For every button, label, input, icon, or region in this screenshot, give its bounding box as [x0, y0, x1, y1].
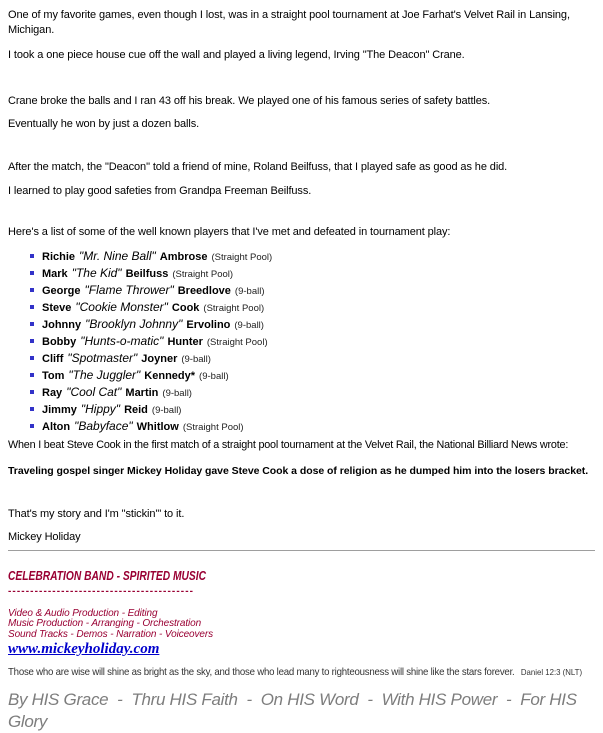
player-game-type: (9-ball): [181, 354, 211, 365]
player-last-name: Beilfuss: [125, 268, 169, 280]
bullet-square-icon: [30, 373, 34, 377]
faith-tagline: By HIS Grace - Thru HIS Faith - On HIS Word - With HIS Power - For HIS Glory: [8, 689, 582, 731]
player-nickname: "The Juggler": [68, 368, 141, 382]
player-list-item: [30, 401, 595, 418]
player-list-item: [30, 418, 595, 435]
player-nickname: "Babyface": [74, 419, 133, 433]
player-first-name: Ray: [42, 387, 63, 399]
scripture-line: [8, 665, 583, 679]
service-line: Sound Tracks - Demos - Narration - Voiceovers: [8, 628, 214, 640]
player-last-name: Cook: [171, 302, 200, 314]
bullet-square-icon: [30, 407, 34, 411]
player-list-item: [30, 350, 595, 367]
player-last-name: Kennedy*: [144, 370, 196, 382]
player-list-item: [30, 265, 595, 282]
player-game-type: (9-ball): [234, 286, 265, 297]
player-nickname: "Hippy": [80, 402, 121, 416]
player-last-name: Ervolino: [186, 319, 231, 331]
bullet-square-icon: [30, 322, 34, 326]
player-nickname: "Spotmaster": [67, 351, 138, 365]
bullet-square-icon: [30, 356, 34, 360]
band-heading: CELEBRATION BAND - SPIRITED MUSIC: [8, 569, 206, 583]
player-last-name: Breedlove: [177, 285, 231, 297]
services-list: [8, 609, 595, 640]
band-heading-underline: ------------------------------------------: [8, 586, 195, 597]
player-first-name: Bobby: [42, 336, 77, 348]
player-nickname: "The Kid": [71, 266, 122, 280]
service-line: Music Production - Arranging - Orchestration: [8, 618, 202, 630]
bullet-square-icon: [30, 288, 34, 292]
player-nickname: "Cool Cat": [66, 385, 122, 399]
story-paragraph-6: I learned to play good safeties from Grandpa Freeman Beilfuss.: [8, 185, 312, 197]
player-first-name: Alton: [42, 421, 71, 433]
player-list-item: [30, 333, 595, 350]
story-paragraph-1: One of my favorite games, even though I lost, was in a straight pool tournament at Joe Farhat's Velvet Rail in Lansing, Michigan.: [8, 9, 570, 36]
story-paragraph-2: I took a one piece house cue off the wall and played a living legend, Irving "The Deacon" Crane.: [8, 49, 465, 61]
player-last-name: Martin: [125, 387, 159, 399]
player-game-type: (Straight Pool): [203, 303, 265, 314]
player-first-name: George: [42, 285, 81, 297]
story-paragraph-5: After the match, the "Deacon" told a friend of mine, Roland Beilfuss, that I played safe as good as he did.: [8, 161, 508, 173]
player-list-item: [30, 248, 595, 265]
player-last-name: Ambrose: [159, 251, 208, 263]
player-game-type: (Straight Pool): [182, 422, 244, 433]
closing-line: That's my story and I'm "stickin'" to it.: [8, 508, 185, 520]
player-game-type: (Straight Pool): [172, 269, 234, 280]
player-first-name: Tom: [42, 370, 65, 382]
player-first-name: Johnny: [42, 319, 82, 331]
player-game-type: (9-ball): [162, 388, 192, 399]
player-game-type: (Straight Pool): [211, 252, 273, 263]
story-paragraph-3: Crane broke the balls and I ran 43 off his break. We played one of his famous series of safety battles.: [8, 95, 491, 107]
scripture-text: Those who are wise will shine as bright as the sky, and those who lead many to righteousness will shine like the stars forever.: [8, 665, 515, 678]
news-intro-paragraph: When I beat Steve Cook in the first match of a straight pool tournament at the Velvet Rail, the National Billiard News wrote:: [8, 439, 569, 451]
bullet-square-icon: [30, 305, 34, 309]
player-list-item: [30, 367, 595, 384]
players-list: [8, 248, 595, 435]
players-list-intro: Here's a list of some of the well known players that I've met and defeated in tournament play:: [8, 226, 451, 238]
player-game-type: (9-ball): [151, 405, 182, 416]
player-first-name: Jimmy: [42, 404, 77, 416]
player-list-item: [30, 316, 595, 333]
player-nickname: "Hunts-o-matic": [80, 334, 164, 348]
player-first-name: Steve: [42, 302, 72, 314]
bullet-square-icon: [30, 339, 34, 343]
news-quote-paragraph: Traveling gospel singer Mickey Holiday gave Steve Cook a dose of religion as he dumped him into the losers bracket.: [8, 465, 589, 477]
player-last-name: Reid: [124, 404, 148, 416]
player-last-name: Joyner: [141, 353, 178, 365]
bullet-square-icon: [30, 254, 34, 258]
player-nickname: "Flame Thrower": [84, 283, 174, 297]
player-game-type: (9-ball): [234, 320, 264, 331]
website-link[interactable]: www.mickeyholiday.com: [8, 640, 160, 657]
player-nickname: "Brooklyn Johnny": [85, 317, 183, 331]
player-nickname: "Cookie Monster": [75, 300, 168, 314]
scripture-reference: Daniel 12:3 (NLT): [520, 666, 583, 677]
player-last-name: Whitlow: [136, 421, 179, 433]
player-list-item: [30, 282, 595, 299]
player-first-name: Richie: [42, 251, 76, 263]
player-list-item: [30, 384, 595, 401]
service-line: Video & Audio Production - Editing: [8, 608, 158, 619]
bullet-square-icon: [30, 271, 34, 275]
bullet-square-icon: [30, 390, 34, 394]
divider: [8, 550, 595, 551]
player-game-type: (9-ball): [199, 371, 229, 382]
bullet-square-icon: [30, 424, 34, 428]
player-first-name: Cliff: [42, 353, 64, 365]
player-last-name: Hunter: [167, 336, 203, 348]
signature: Mickey Holiday: [8, 531, 81, 543]
player-nickname: "Mr. Nine Ball": [79, 249, 156, 263]
player-list-item: [30, 299, 595, 316]
player-game-type: (Straight Pool): [206, 337, 268, 348]
story-paragraph-4: Eventually he won by just a dozen balls.: [8, 118, 200, 130]
player-first-name: Mark: [42, 268, 68, 280]
